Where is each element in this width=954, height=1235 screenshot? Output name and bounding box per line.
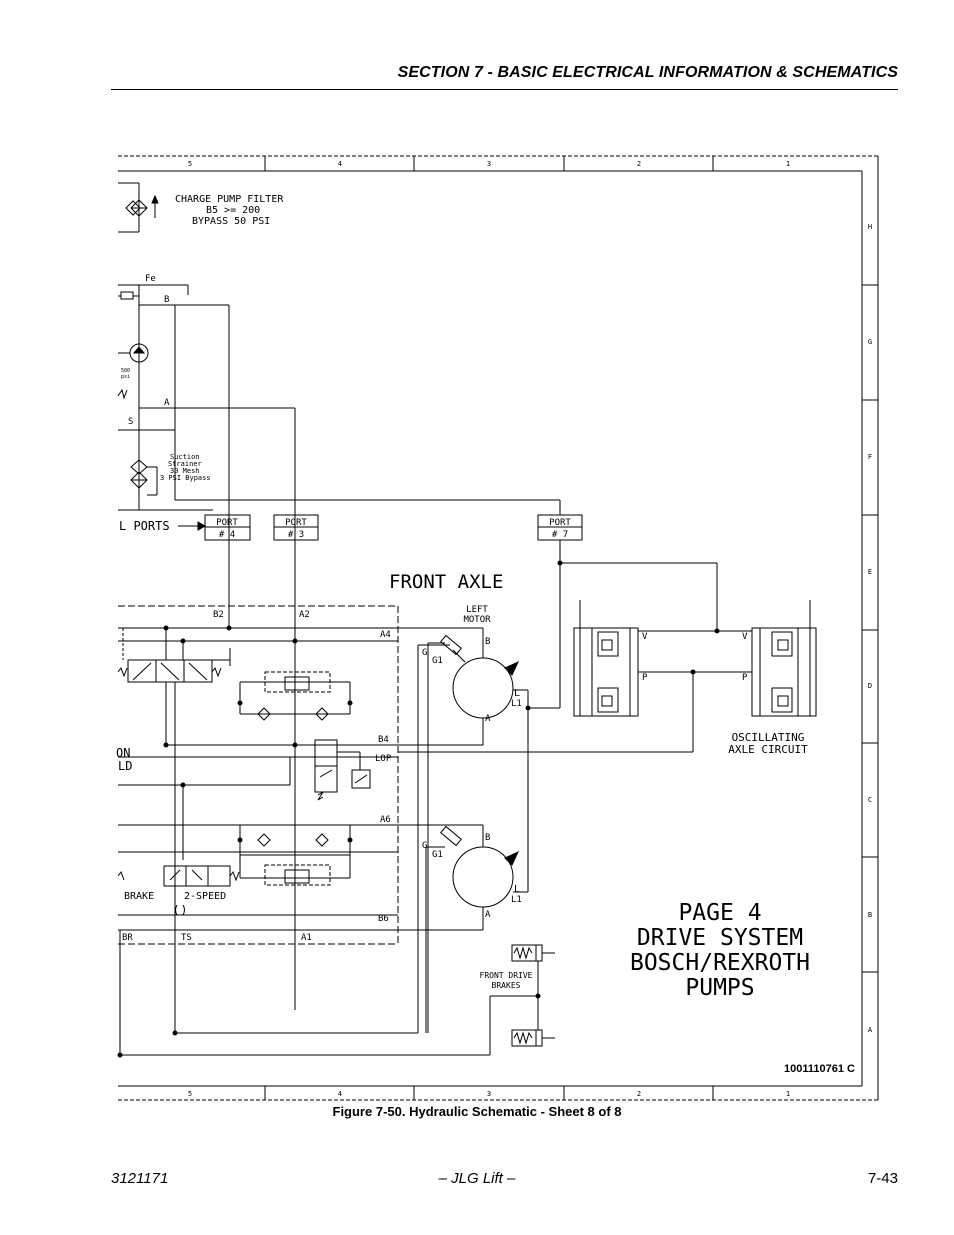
manifold-port-ts: TS: [181, 933, 192, 943]
manifold-port-b4: B4: [378, 735, 389, 745]
row-label-b: B: [867, 911, 873, 919]
manifold-port-a1: A1: [301, 933, 312, 943]
page-title-block: [630, 900, 810, 1001]
charge-pump-filter-line1: CHARGE PUMP FILTER: [175, 194, 284, 205]
left-motor-label-line2: MOTOR: [463, 615, 491, 625]
oscillating-axle-circuit: [398, 600, 816, 756]
port-3-line2: # 3: [287, 530, 305, 540]
oscillating-port-p-left: P: [642, 673, 648, 683]
port-4-line2: # 4: [218, 530, 236, 540]
footer-company: – JLG Lift –: [438, 1170, 516, 1187]
column-label-2-bottom: 2: [636, 1090, 642, 1098]
column-label-3-bottom: 3: [486, 1090, 492, 1098]
column-label-1-bottom: 1: [785, 1090, 791, 1098]
port-7-line2: # 7: [551, 530, 569, 540]
two-speed-label: 2-SPEED: [184, 891, 227, 902]
motor-top-port-g: G: [422, 648, 428, 658]
oscillating-axle-line1: OSCILLATING: [731, 731, 805, 744]
page-title-line3: BOSCH/REXROTH: [629, 950, 811, 976]
motor-top-port-g1: G1: [432, 656, 443, 666]
manifold-port-a4: A4: [380, 630, 391, 640]
suction-strainer: [118, 430, 213, 510]
manifold-port-lop: LOP: [375, 754, 392, 764]
motor-bottom-port-l: L: [514, 884, 521, 895]
manifold-port-b6: B6: [378, 914, 389, 924]
motor-top-port-l1: L1: [511, 699, 522, 709]
figure-caption: Figure 7-50. Hydraulic Schematic - Sheet 8 of 8: [332, 1104, 622, 1119]
row-label-e: E: [867, 568, 873, 576]
motor-bottom-port-b: B: [485, 833, 491, 843]
suction-strainer-line3: 30 Mesh: [170, 467, 200, 475]
left-motor-label-line1: LEFT: [466, 605, 488, 615]
port-3-line1: PORT: [285, 518, 307, 528]
motor-bottom-port-l1: L1: [511, 895, 522, 905]
pressure-unit: psi: [121, 374, 131, 380]
column-label-5-bottom: 5: [187, 1090, 193, 1098]
manifold-port-b2: B2: [213, 610, 224, 620]
page-title-line4: PUMPS: [685, 975, 755, 1001]
row-label-c: C: [867, 796, 873, 804]
row-label-h: H: [867, 223, 873, 231]
oscillating-port-v-right: V: [742, 632, 748, 642]
column-label-2-top: 2: [636, 160, 642, 168]
row-label-f: F: [867, 453, 873, 461]
column-label-5-top: 5: [187, 160, 193, 168]
port-7-line1: PORT: [549, 518, 571, 528]
pump-port-fe: Fe: [145, 274, 156, 284]
page-title-line1: PAGE 4: [678, 900, 762, 926]
oscillating-port-p-right: P: [742, 673, 748, 683]
charge-pump-filter: [118, 183, 284, 232]
motor-bottom-port-g: G: [422, 841, 428, 851]
front-drive-brakes: [480, 945, 555, 1055]
oscillating-port-v-left: V: [642, 632, 648, 642]
front-drive-brakes-line1: FRONT DRIVE: [479, 971, 533, 980]
row-label-a: A: [867, 1026, 873, 1034]
footer-page-number: 7-43: [867, 1170, 898, 1187]
motor-bottom-port-a: A: [485, 910, 491, 920]
suction-strainer-line4: 3 PSI Bypass: [160, 474, 211, 482]
grid-row-labels: [868, 223, 873, 1034]
column-label-1-top: 1: [785, 160, 791, 168]
front-axle-label: FRONT AXLE: [389, 571, 504, 593]
motor-top-port-l: L: [514, 688, 521, 699]
port-4-line1: PORT: [216, 518, 238, 528]
column-label-4-top: 4: [337, 160, 343, 168]
oscillating-axle-line2: AXLE CIRCUIT: [728, 743, 808, 756]
motor-top-port-b: B: [485, 637, 491, 647]
pump-port-s: S: [128, 417, 134, 427]
drive-manifold: [116, 606, 490, 1057]
column-label-3-top: 3: [486, 160, 492, 168]
manifold-port-br: BR: [122, 933, 133, 943]
cut-label-line1: ON: [116, 746, 131, 760]
manifold-port-a6: A6: [380, 815, 391, 825]
section-header: SECTION 7 - BASIC ELECTRICAL INFORMATION & SCHEMATICS: [397, 64, 898, 81]
l-ports-label: L PORTS: [119, 519, 170, 533]
motor-top-port-a: A: [485, 714, 491, 724]
brake-label: BRAKE: [124, 891, 155, 902]
footer-doc-number: 3121171: [111, 1170, 169, 1187]
row-label-d: D: [867, 682, 873, 690]
cut-label-line2: LD: [118, 759, 133, 773]
pump-port-b: B: [164, 295, 170, 305]
left-motor-top: [398, 605, 560, 1033]
pump-port-a: A: [164, 398, 170, 408]
charge-pump-filter-line3: BYPASS 50 PSI: [192, 216, 271, 227]
suction-strainer-line2: Strainer: [168, 460, 202, 468]
motor-bottom-port-g1: G1: [432, 850, 443, 860]
pressure-value: 500: [121, 368, 131, 374]
drawing-number: 1001110761 C: [784, 1063, 855, 1075]
column-label-4-bottom: 4: [337, 1090, 343, 1098]
row-label-g: G: [867, 338, 873, 346]
page-title-line2: DRIVE SYSTEM: [636, 925, 804, 951]
manifold-port-a2: A2: [299, 610, 310, 620]
suction-strainer-line1: Suction: [170, 453, 200, 461]
front-drive-brakes-line2: BRAKES: [491, 981, 521, 990]
charge-pump-filter-line2: B5 >= 200: [206, 205, 261, 216]
